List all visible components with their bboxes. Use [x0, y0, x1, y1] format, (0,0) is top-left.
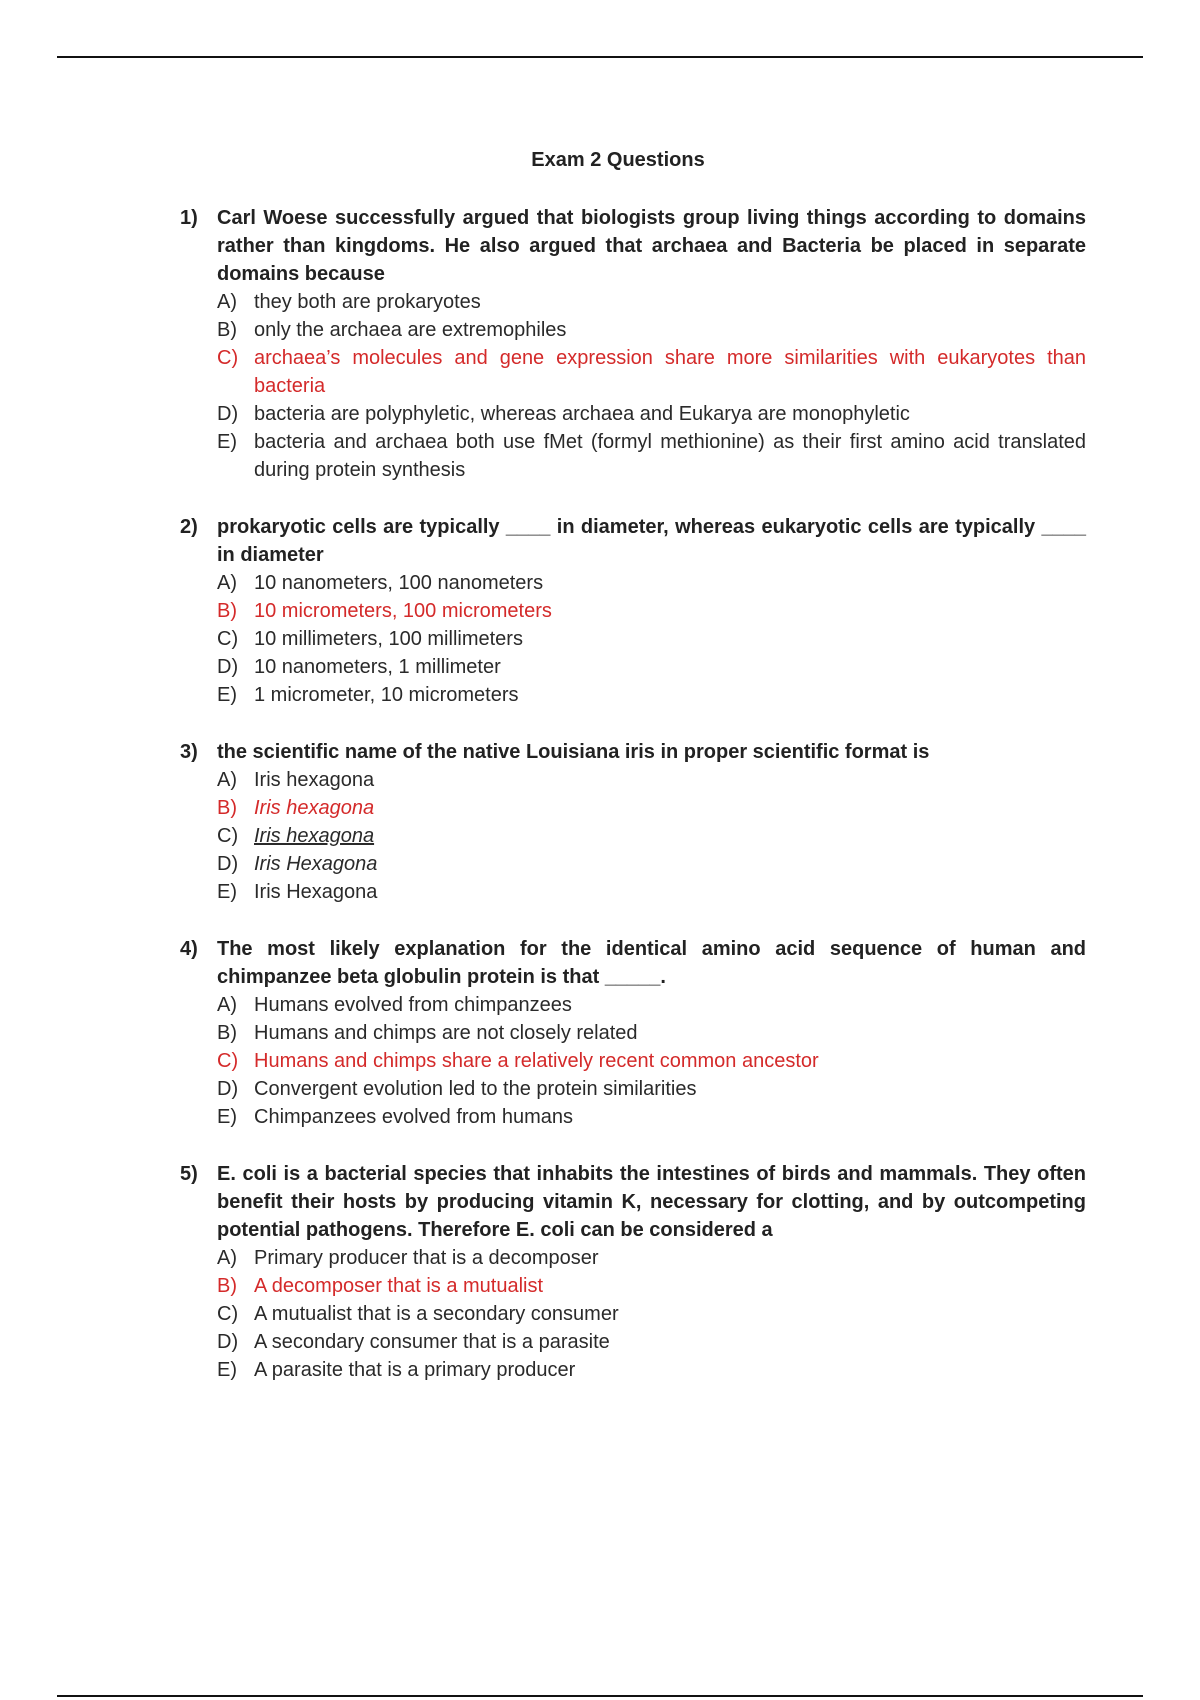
option-a [217, 569, 1086, 597]
question-number: 5) [180, 1163, 198, 1185]
option-b [217, 1019, 1086, 1047]
header-rule [57, 56, 1143, 58]
option-text: bacteria are polyphyletic, whereas archaea and Eukarya are monophyletic [254, 403, 910, 425]
option-list [217, 569, 1086, 709]
option-text: Iris hexagona [254, 769, 375, 791]
question-1 [180, 204, 1086, 484]
option-letter: D) [217, 853, 239, 875]
question-text: Carl Woese successfully argued that biologists group living things according to domains rather than kingdoms. He also argued that archaea and Bacteria be placed in separate domains because [217, 207, 1086, 285]
footer-rule [57, 1695, 1143, 1697]
question-text: prokaryotic cells are typically ____ in diameter, whereas eukaryotic cells are typically ____ in diameter [217, 516, 1086, 566]
option-letter: B) [217, 1275, 237, 1297]
question-number: 2) [180, 516, 198, 538]
question-text: E. coli is a bacterial species that inhabits the intestines of birds and mammals. They often benefit their hosts by producing vitamin K, necessary for clotting, and by outcompeting potential pathogens. Therefore E. coli can be considered a [217, 1163, 1086, 1241]
option-text: Convergent evolution led to the protein similarities [254, 1078, 697, 1100]
option-d [217, 1075, 1086, 1103]
option-d [217, 1328, 1086, 1356]
question-text: The most likely explanation for the identical amino acid sequence of human and chimpanzee beta globulin protein is that _____. [217, 938, 1086, 988]
option-letter: B) [217, 600, 237, 622]
option-letter: B) [217, 797, 237, 819]
option-letter: C) [217, 825, 239, 847]
option-text: 10 millimeters, 100 millimeters [254, 628, 523, 650]
option-text: A mutualist that is a secondary consumer [254, 1303, 619, 1325]
option-text: bacteria and archaea both use fMet (formyl methionine) as their first amino acid translated during protein synthesis [254, 431, 1086, 481]
option-b-correct [217, 1272, 1086, 1300]
option-c [217, 822, 1086, 850]
option-text: A parasite that is a primary producer [254, 1359, 576, 1381]
option-letter: E) [217, 684, 237, 706]
option-text: they both are prokaryotes [254, 291, 481, 313]
option-text: Chimpanzees evolved from humans [254, 1106, 574, 1128]
option-letter: B) [217, 1022, 237, 1044]
option-b-correct [217, 597, 1086, 625]
option-c-correct [217, 344, 1086, 400]
option-e [217, 1103, 1086, 1131]
question-number: 4) [180, 938, 198, 960]
option-letter: C) [217, 347, 239, 369]
option-d [217, 400, 1086, 428]
option-text: Iris Hexagona [254, 881, 378, 903]
page-title: Exam 2 Questions [531, 149, 705, 171]
option-b [217, 316, 1086, 344]
option-text: Humans and chimps are not closely related [254, 1022, 638, 1044]
option-letter: E) [217, 1106, 237, 1128]
option-letter: C) [217, 628, 239, 650]
option-list [217, 766, 1086, 906]
option-letter: D) [217, 1331, 239, 1353]
option-letter: A) [217, 994, 237, 1016]
option-b-correct [217, 794, 1086, 822]
option-a [217, 991, 1086, 1019]
question-text: the scientific name of the native Louisiana iris in proper scientific format is [217, 741, 930, 763]
option-text: only the archaea are extremophiles [254, 319, 567, 341]
question-number: 3) [180, 741, 198, 763]
option-text: Iris hexagona [254, 825, 375, 847]
option-letter: C) [217, 1050, 239, 1072]
option-text: 10 micrometers, 100 micrometers [254, 600, 552, 622]
option-text: Humans evolved from chimpanzees [254, 994, 572, 1016]
option-text: 1 micrometer, 10 micrometers [254, 684, 519, 706]
option-text: Humans and chimps share a relatively recent common ancestor [254, 1050, 819, 1072]
option-list [217, 1244, 1086, 1384]
option-letter: E) [217, 1359, 237, 1381]
question-3 [180, 738, 1086, 906]
option-c [217, 1300, 1086, 1328]
option-letter: D) [217, 656, 239, 678]
option-text: A secondary consumer that is a parasite [254, 1331, 610, 1353]
option-letter: D) [217, 1078, 239, 1100]
option-letter: E) [217, 881, 237, 903]
option-d [217, 653, 1086, 681]
option-e [217, 681, 1086, 709]
option-a [217, 1244, 1086, 1272]
option-c-correct [217, 1047, 1086, 1075]
option-text: 10 nanometers, 100 nanometers [254, 572, 544, 594]
option-list [217, 288, 1086, 484]
option-letter: A) [217, 769, 237, 791]
option-letter: A) [217, 291, 237, 313]
option-letter: D) [217, 403, 239, 425]
option-a [217, 288, 1086, 316]
option-text: Iris hexagona [254, 797, 375, 819]
option-letter: A) [217, 572, 237, 594]
question-number: 1) [180, 207, 198, 229]
option-text: archaea’s molecules and gene expression share more similarities with eukaryotes than bacteria [254, 347, 1086, 397]
option-text: 10 nanometers, 1 millimeter [254, 656, 501, 678]
option-letter: C) [217, 1303, 239, 1325]
question-5 [180, 1160, 1086, 1384]
option-d [217, 850, 1086, 878]
option-letter: B) [217, 319, 237, 341]
option-list [217, 991, 1086, 1131]
question-2 [180, 513, 1086, 709]
option-e [217, 1356, 1086, 1384]
option-e [217, 428, 1086, 484]
option-c [217, 625, 1086, 653]
option-a [217, 766, 1086, 794]
option-text: A decomposer that is a mutualist [254, 1275, 544, 1297]
question-list [180, 204, 1086, 1413]
option-letter: E) [217, 431, 237, 453]
option-text: Iris Hexagona [254, 853, 378, 875]
option-text: Primary producer that is a decomposer [254, 1247, 599, 1269]
option-e [217, 878, 1086, 906]
question-4 [180, 935, 1086, 1131]
option-letter: A) [217, 1247, 237, 1269]
